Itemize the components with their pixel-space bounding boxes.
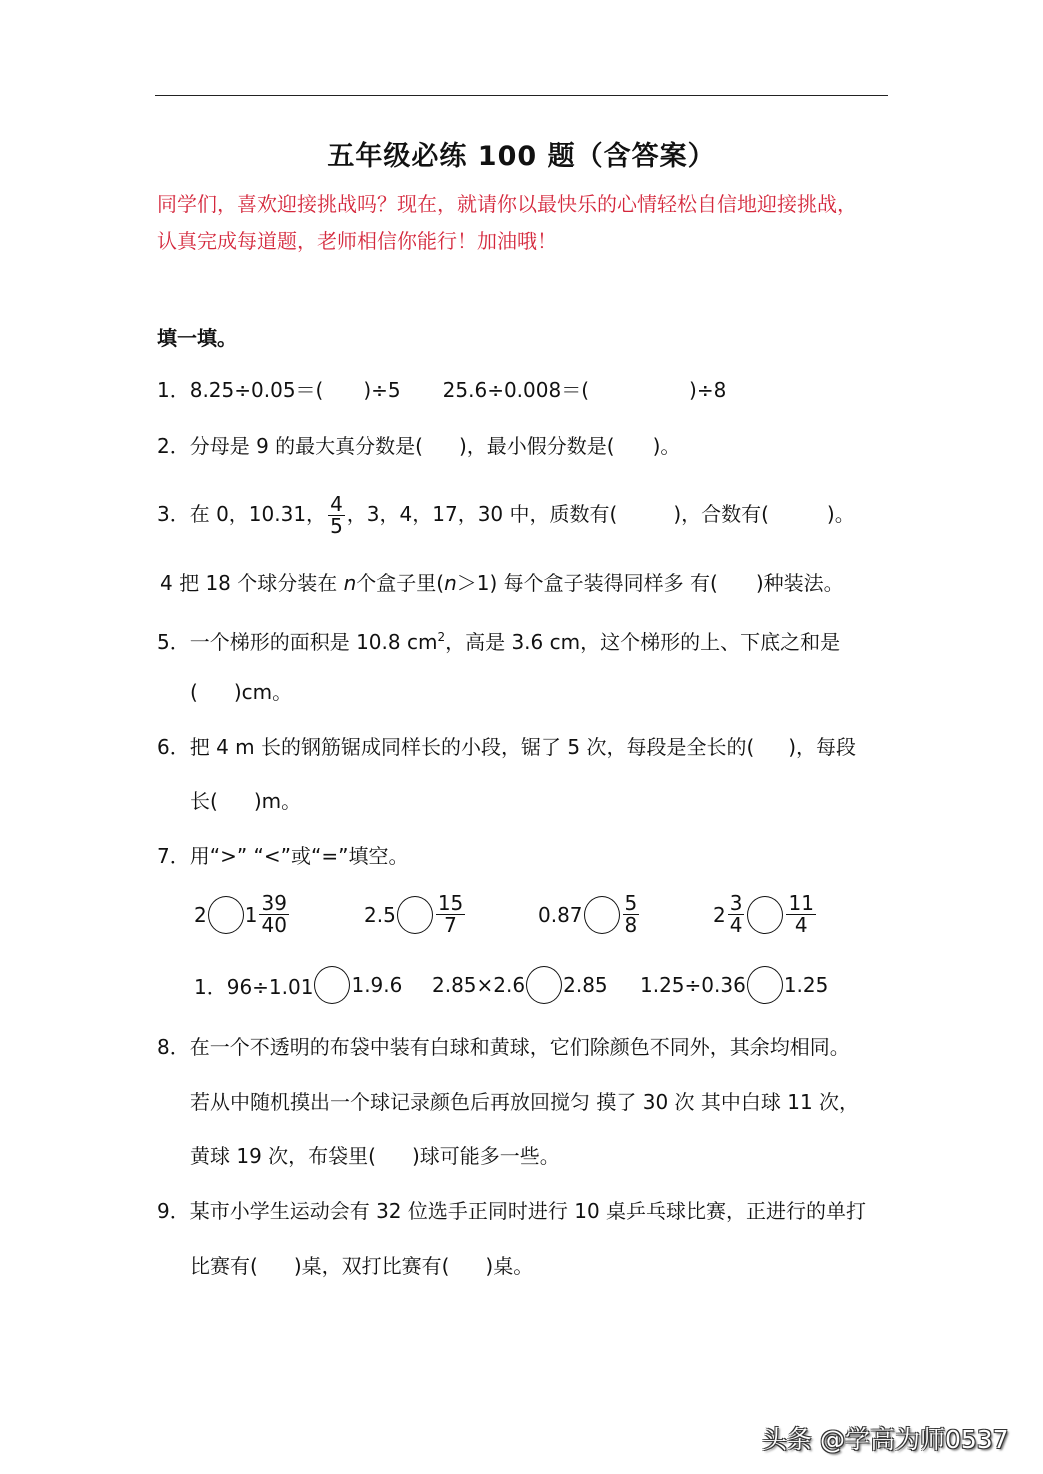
question-2: 2．分母是 9 的最大真分数是( )，最小假分数是( )。 xyxy=(157,434,681,458)
compare-item-7: 1.25÷0.36 1.25 xyxy=(640,966,828,1004)
intro-line-2: 认真完成每道题，老师相信你能行！加油哦！ xyxy=(157,229,557,253)
compare-circle[interactable] xyxy=(526,966,562,1004)
compare-circle[interactable] xyxy=(584,896,620,934)
question-7-prompt: 7．用“>” “<”或“=”填空。 xyxy=(157,844,409,868)
compare-item-1: 2 1 $\frac{39}{40}$ xyxy=(194,891,287,937)
question-4: 4 把 18 个球分装在 n个盒子里(n＞1) 每个盒子装得同样多 有( )种装法。 xyxy=(160,571,844,595)
compare-item-6: 2.85×2.6 2.85 xyxy=(432,966,608,1004)
fraction: $\frac{4}{5}$ xyxy=(330,492,343,538)
compare-circle[interactable] xyxy=(314,966,350,1004)
section-heading: 填一填。 xyxy=(157,326,237,350)
question-1: 1．8.25÷0.05＝( )÷5 25.6÷0.008＝( )÷8 xyxy=(157,378,727,402)
question-5-line-2: ( )cm。 xyxy=(190,680,293,704)
compare-item-2: 2.5 $\frac{15}{7}$ xyxy=(364,891,464,937)
question-8-line-3: 黄球 19 次，布袋里( )球可能多一些。 xyxy=(190,1144,560,1168)
page-title: 五年级必练 100 题（含答案） xyxy=(327,141,716,172)
compare-circle[interactable] xyxy=(747,896,783,934)
compare-item-3: 0.87 $\frac{5}{8}$ xyxy=(538,891,638,937)
watermark: 头条 @学高为师0537 xyxy=(762,1425,1009,1454)
compare-item-4: 2 $\frac{3}{4}$ $\frac{11}{4}$ xyxy=(713,891,814,937)
question-6-line-2: 长( )m。 xyxy=(190,789,302,813)
question-8-line-1: 8．在一个不透明的布袋中装有白球和黄球，它们除颜色不同外，其余均相同。 xyxy=(157,1035,850,1059)
compare-circle[interactable] xyxy=(397,896,433,934)
question-8-line-2: 若从中随机摸出一个球记录颜色后再放回搅匀 摸了 30 次 其中白球 11 次， xyxy=(190,1090,860,1114)
compare-circle[interactable] xyxy=(747,966,783,1004)
question-3: 3．在 0，10.31， $\frac{4}{5}$ ，3，4，17，30 中，质数有( )，合数有( )。 xyxy=(157,492,855,538)
question-6-line-1: 6．把 4 m 长的钢筋锯成同样长的小段，锯了 5 次，每段是全长的( )，每段 xyxy=(157,735,857,759)
question-5-line-1: 5．一个梯形的面积是 10.8 $cm^2$，高是 3.6 cm，这个梯形的上、下底之和是 xyxy=(157,630,841,654)
top-rule xyxy=(155,95,888,96)
compare-circle[interactable] xyxy=(208,896,244,934)
intro-line-1: 同学们，喜欢迎接挑战吗？现在，就请你以最快乐的心情轻松自信地迎接挑战， xyxy=(157,192,857,216)
question-9-line-2: 比赛有( )桌，双打比赛有( )桌。 xyxy=(190,1254,534,1278)
compare-item-5: 1．96÷1.01 1.9.6 xyxy=(194,966,402,1004)
question-9-line-1: 9．某市小学生运动会有 32 位选手正同时进行 10 桌乒乓球比赛，正进行的单打 xyxy=(157,1199,867,1223)
